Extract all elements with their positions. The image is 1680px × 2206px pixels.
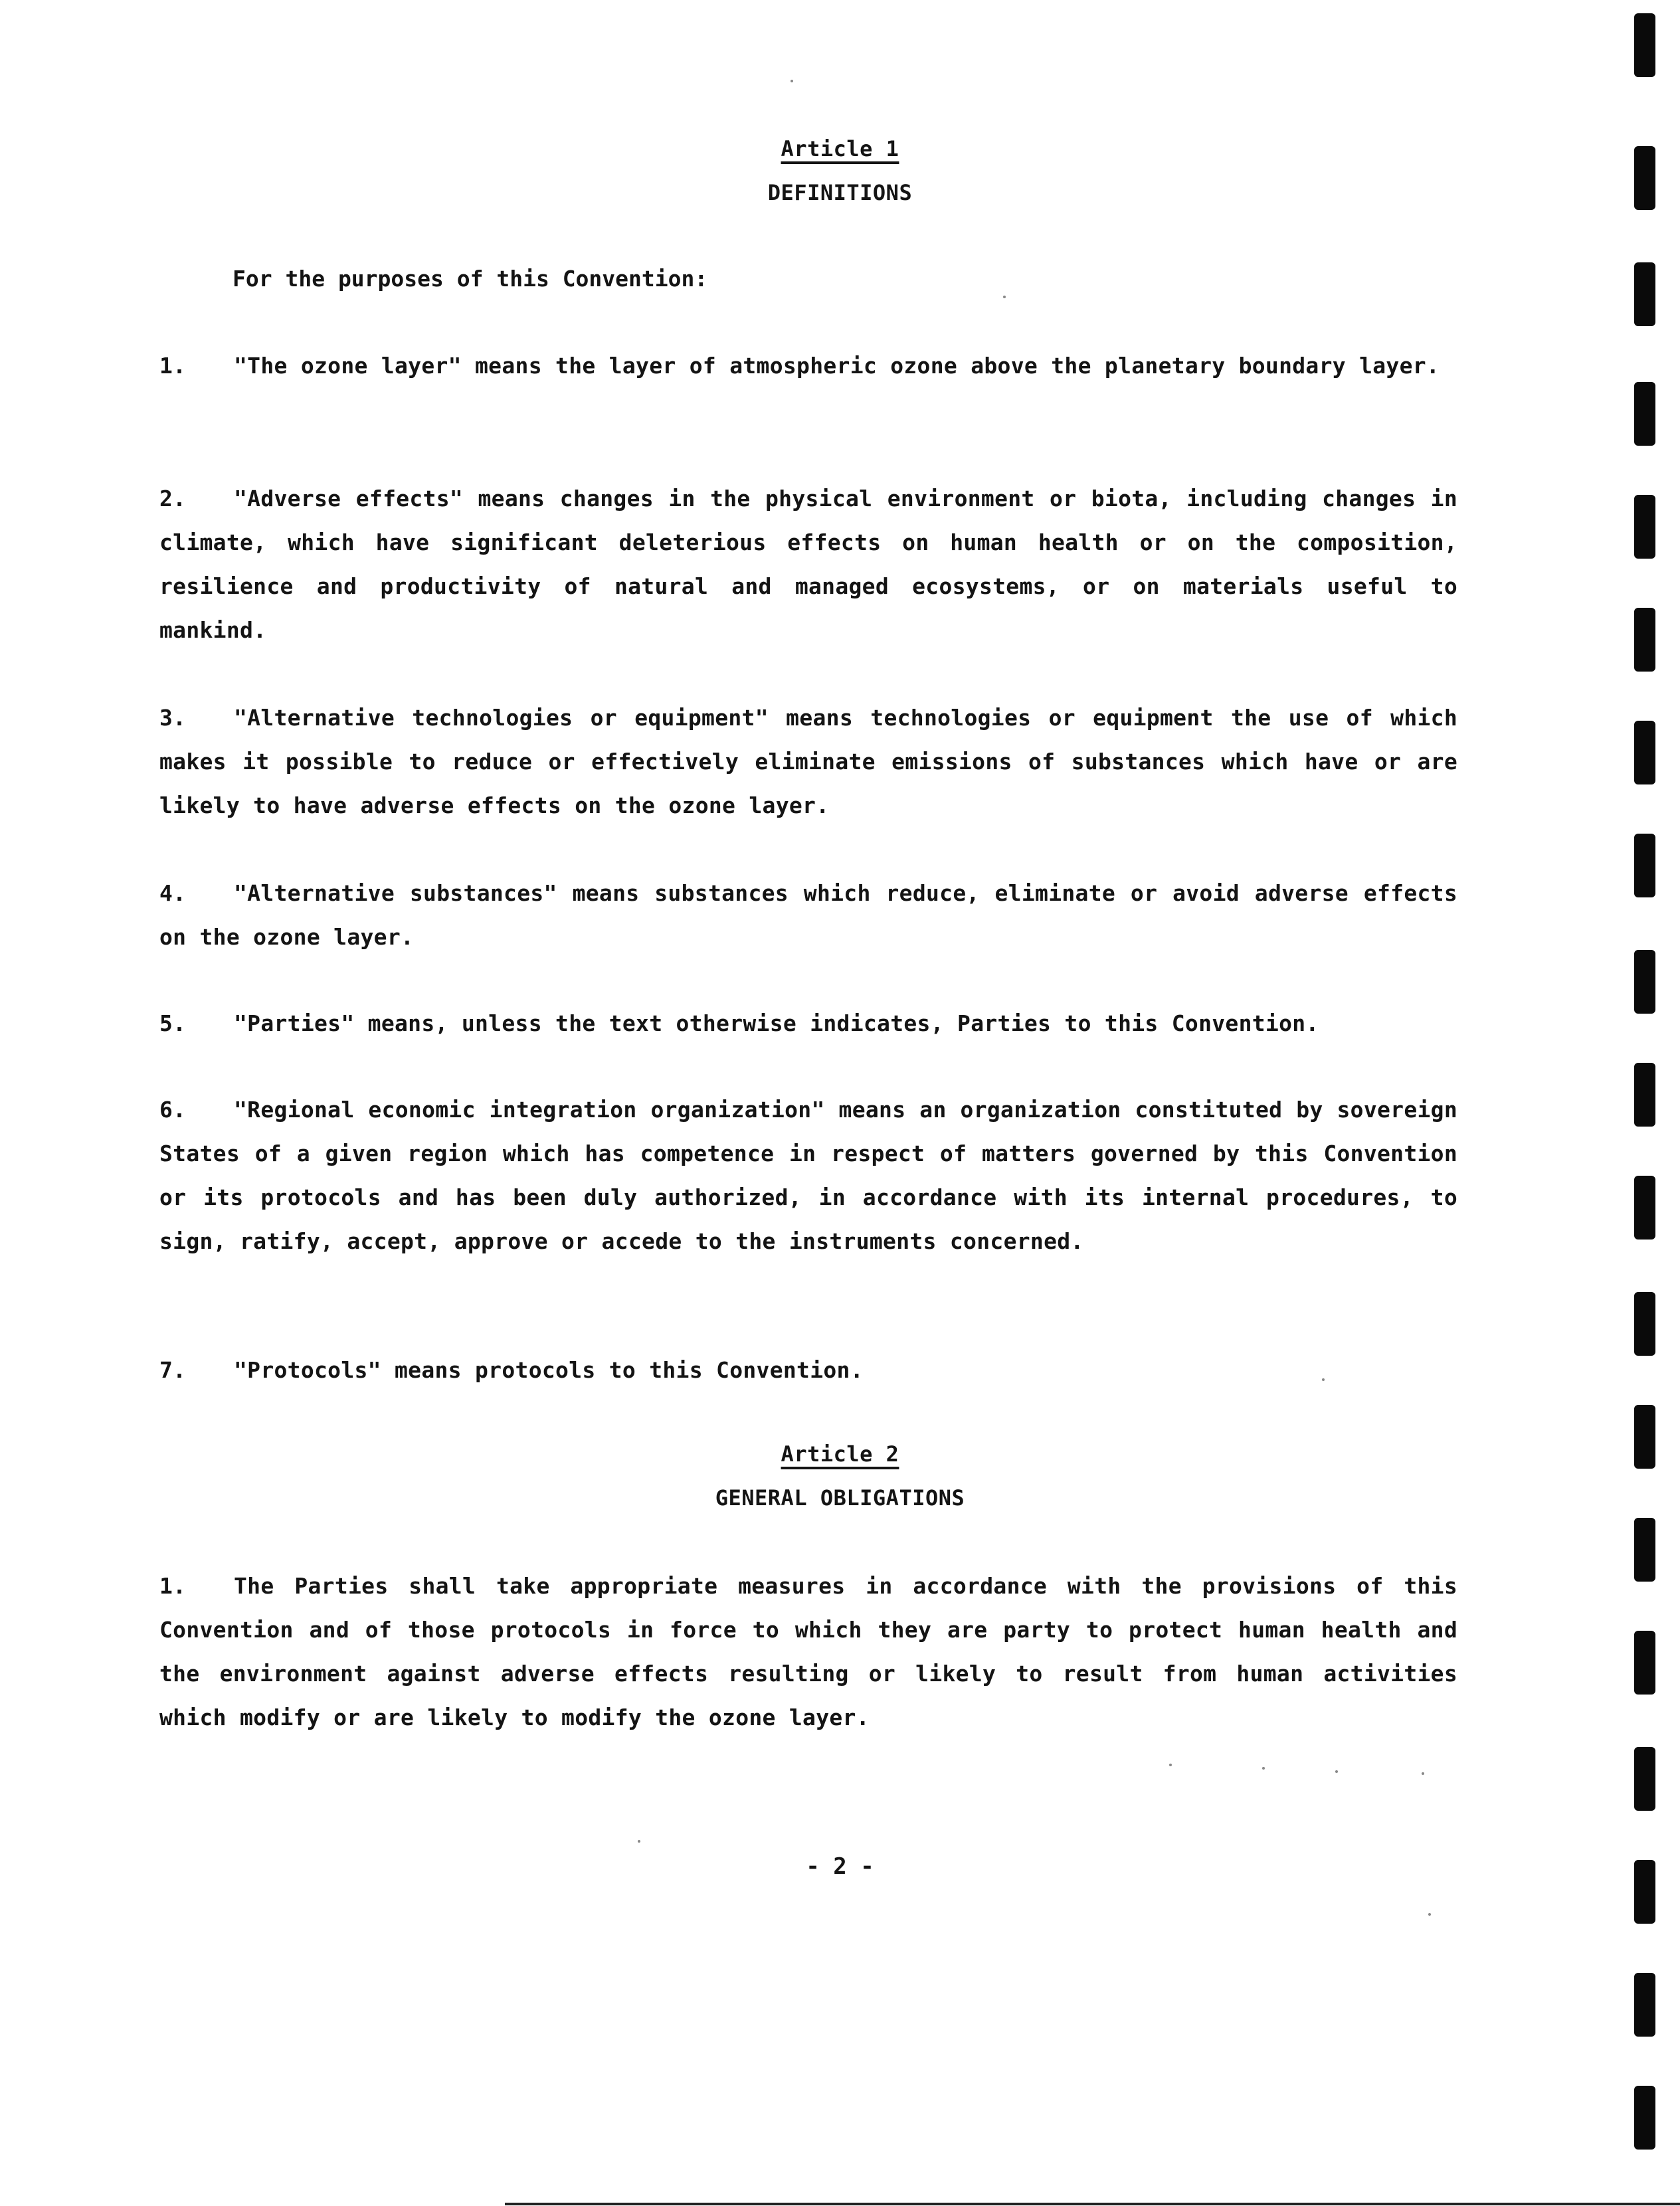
- page-edge-line: [505, 2203, 1680, 2205]
- binding-hole: [1634, 2086, 1655, 2150]
- binding-hole: [1634, 834, 1655, 897]
- definition-text: "Alternative technologies or equipment" means technologies or equipment the use of which makes it possible to reduce or effectively eliminate emissions of substances which have or are likely to have adverse effects on the ozone layer.: [159, 705, 1457, 818]
- binding-hole: [1634, 1631, 1655, 1695]
- definition-text: "Adverse effects" means changes in the physical environment or biota, including changes in climate, which have significant deleterious effects on human health or on the composition, resilience and productivity of natural and managed ecosystems, or on materials useful to mankind.: [159, 486, 1457, 643]
- scan-speck: [1422, 1772, 1424, 1775]
- definition-3: [159, 696, 1457, 828]
- binding-hole: [1634, 382, 1655, 446]
- binding-hole: [1634, 1063, 1655, 1127]
- definition-number: 5.: [159, 1010, 187, 1036]
- definition-text: "The ozone layer" means the layer of atmospheric ozone above the planetary boundary layer.: [234, 353, 1440, 379]
- scan-speck: [1169, 1764, 1172, 1766]
- binding-hole: [1634, 13, 1655, 77]
- binding-hole: [1634, 1292, 1655, 1356]
- binding-hole: [1634, 146, 1655, 210]
- article-2-title: Article 2: [781, 1441, 899, 1467]
- binding-hole: [1634, 495, 1655, 559]
- scan-speck: [1335, 1770, 1338, 1773]
- scan-speck: [1003, 296, 1006, 298]
- definition-number: 1.: [159, 353, 187, 379]
- binding-hole: [1634, 721, 1655, 784]
- definition-text: "Alternative substances" means substances which reduce, eliminate or avoid adverse effects on the ozone layer.: [159, 880, 1457, 950]
- definition-4: [159, 872, 1457, 959]
- page-number: - 2 -: [806, 1853, 874, 1880]
- definition-text: "Parties" means, unless the text otherwise indicates, Parties to this Convention.: [234, 1010, 1319, 1036]
- binding-hole: [1634, 608, 1655, 672]
- binding-hole: [1634, 1176, 1655, 1240]
- binding-hole: [1634, 950, 1655, 1014]
- definitions-intro: For the purposes of this Convention:: [233, 266, 708, 292]
- definition-text: "Regional economic integration organization" means an organization constituted by sovereign States of a given region which has competence in respect of matters governed by this Convention or its protocols and has been duly authorized, in accordance with its internal procedures, to sign, ratify, accept, approve or accede to the instruments concerned.: [159, 1097, 1457, 1254]
- definition-text: "Protocols" means protocols to this Convention.: [234, 1357, 864, 1383]
- binding-hole: [1634, 262, 1655, 326]
- definition-5: [159, 1002, 1457, 1046]
- article-1-title: Article 1: [781, 136, 899, 161]
- binding-hole: [1634, 1973, 1655, 2037]
- obligation-1: [159, 1564, 1457, 1740]
- article-1-heading: [0, 136, 1680, 205]
- scan-speck: [1322, 1378, 1325, 1381]
- scan-speck: [1262, 1767, 1265, 1770]
- definition-number: 4.: [159, 880, 187, 906]
- binding-hole: [1634, 1518, 1655, 1582]
- definition-number: 7.: [159, 1357, 187, 1383]
- definition-number: 2.: [159, 486, 187, 511]
- binding-hole: [1634, 1860, 1655, 1924]
- definition-7: [159, 1348, 1457, 1392]
- obligation-text: The Parties shall take appropriate measures in accordance with the provisions of this Convention and of those protocols in force to which they are party to protect human health and the environment against adverse effects resulting or likely to result from human activities which modify or are likely to modify the ozone layer.: [159, 1573, 1457, 1730]
- obligation-number: 1.: [159, 1573, 187, 1599]
- scan-speck: [1428, 1913, 1431, 1916]
- article-1-subtitle: DEFINITIONS: [767, 180, 913, 205]
- binding-hole: [1634, 1405, 1655, 1469]
- binding-hole: [1634, 1747, 1655, 1811]
- article-2-heading: [0, 1441, 1680, 1511]
- definition-1: [159, 344, 1457, 388]
- article-2-subtitle: GENERAL OBLIGATIONS: [715, 1485, 965, 1511]
- scan-speck: [638, 1840, 640, 1843]
- definition-2: [159, 477, 1457, 652]
- scan-speck: [791, 80, 793, 82]
- definition-number: 3.: [159, 705, 187, 731]
- definition-number: 6.: [159, 1097, 187, 1123]
- definition-6: [159, 1088, 1457, 1263]
